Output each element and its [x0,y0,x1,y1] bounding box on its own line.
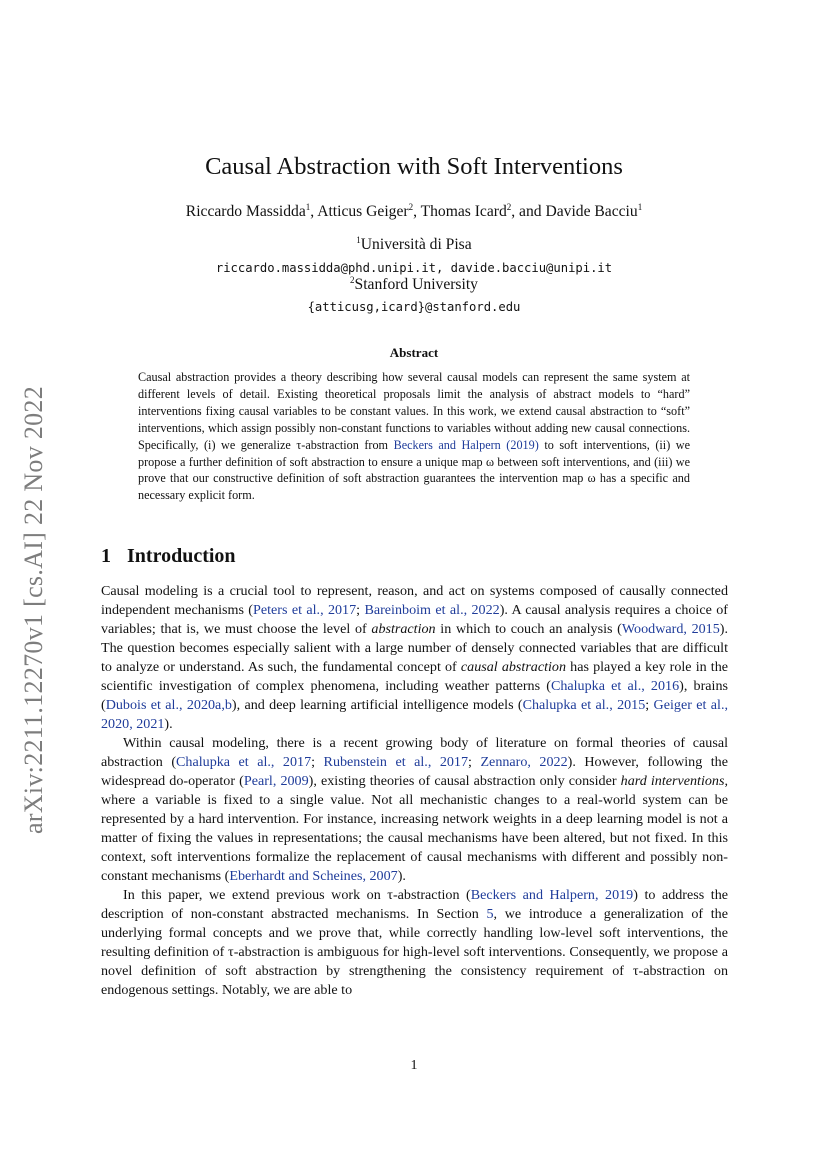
citation-link[interactable]: Chalupka et al., 2017 [176,754,312,770]
text-run: ; [356,602,365,618]
text-run: Causal modeling is a crucial tool to represent, reason, and act on systems composed of causally connected independent mechanisms ( [101,583,728,618]
citation-link[interactable]: Beckers and Halpern (2019) [393,437,539,452]
affiliation-name: Università di Pisa [360,236,472,253]
text-run: ). [397,868,406,884]
author-name: Thomas Icard [420,203,507,220]
text-run: Within causal modeling, there is a recent growing body of literature on formal theories of causal abstraction ( [101,735,728,770]
citation-link[interactable]: Woodward, 2015 [621,621,720,637]
author-name: Riccardo Massidda [185,203,306,220]
affiliation-marker: 2 [408,201,414,212]
citation-link[interactable]: Beckers and Halpern, 2019 [470,887,634,903]
citation-link[interactable]: Eberhardt and Scheines, 2007 [229,868,398,884]
text-run: ) to address the description of non-constant abstracted mechanisms. In Section [101,887,728,922]
text-run: In this paper, we extend previous work on τ-abstraction ( [123,887,471,903]
citation-link[interactable]: Dubois et al., 2020a,b [105,697,232,713]
emphasis: causal abstraction [460,659,567,675]
citation-link[interactable]: Bareinboim et al., 2022 [364,602,500,618]
page-number: 1 [410,1058,418,1073]
text-run: , we introduce a generalization of the underlying formal concepts and we prove that, while correctly handling low-level soft interventions, the resulting definition of τ-abstraction is ambiguous for high-level soft interventions. Consequently, we propose a novel definition of soft abstraction by strengthening the consistency requirement of τ-abstraction on endogenous settings. Notably, we are able to [101,906,728,998]
citation-link[interactable]: Chalupka et al., 2016 [550,678,680,694]
affiliation-name: Stanford University [354,276,478,293]
text-run: has played a key role in the scientific investigation of complex phenomena, including weather patterns ( [101,659,729,694]
citation-link[interactable]: Zennaro, 2022 [480,754,568,770]
email-line-2: {atticusg,icard}@stanford.edu [307,300,521,314]
text-run: ). A causal analysis requires a choice of variables; that is, we must choose the level of [101,602,728,637]
author-name: Atticus Geiger [317,203,409,220]
text-run: ). However, following the widespread do-operator ( [101,754,728,789]
affiliation-2 [0,276,828,294]
section-number: 1 [101,545,111,567]
section-heading [101,545,236,568]
text-run: ), and deep learning artificial intelligence models ( [231,697,523,713]
affiliation-marker: 1 [305,201,311,212]
section-reference-link[interactable]: 5 [486,906,494,922]
citation-link[interactable]: Chalupka et al., 2015 [522,697,646,713]
abstract-text-run: Causal abstraction provides a theory describing how several causal models can represent the same system at different levels of detail. Existing theoretical proposals limit the analysis of abstract models to “hard” interventions fixing causal variables to be constant values. In this work, we extend causal abstraction to “soft” interventions, which assign possibly non-constant functions to variables without adding new causal connections. Specifically, (i) we generalize τ-abstraction from [138,370,690,452]
affiliation-marker: 2 [506,201,512,212]
arxiv-identifier-text: arXiv:2211.12270v1 [cs.AI] 22 Nov 2022 [19,385,49,835]
affiliation-marker: 2 [350,274,355,285]
citation-link[interactable]: Peters et al., 2017 [253,602,357,618]
abstract-text-run: to soft interventions, (ii) we propose a further definition of soft abstraction to ensure a unique map ω between soft interventions, and (iii) we prove that our constructive definition of soft abstraction guarantees the intervention map ω has a specific and necessary explicit form. [138,437,691,503]
paragraph [101,886,728,1000]
paper-title: Causal Abstraction with Soft Interventions [205,153,623,180]
paragraph [101,582,728,734]
text-run: , where a variable is fixed to a single value. Not all mechanistic changes to a real-world system can be represented by a hard intervention. For instance, increasing network weights in a deep learning model is not a matter of fixing the values in representations; the causal mechanisms have been altered, but not fixed. In this context, soft interventions formalize the replacement of causal mechanisms with different and possibly non-constant mechanisms ( [101,773,728,884]
affiliation-marker: 1 [637,201,643,212]
text-run: ; [645,697,654,713]
text-run: ). The question becomes especially salient with a large number of densely connected variables that are difficult to analyze or understand. As such, the fundamental concept of [101,621,728,675]
abstract-heading: Abstract [389,345,439,360]
author-name: Davide Bacciu [545,203,638,220]
author-list: Riccardo Massidda$^1$, Atticus Geiger$^2$, Thomas Icard$^2$, and Davide Bacciu$^1$ [185,201,643,220]
text-run: ), existing theories of causal abstraction only consider [308,773,621,789]
affiliation-1 [0,236,828,254]
section-title: Introduction [127,545,236,567]
citation-link[interactable]: Pearl, 2009 [243,773,309,789]
email-line-1: riccardo.massidda@phd.unipi.it, davide.bacciu@unipi.it [215,261,613,275]
arxiv-identifier [14,360,54,860]
text-run: in which to couch an analysis ( [435,621,622,637]
text-run: ; [468,754,481,770]
body-text [101,582,728,1000]
text-run: ), brains ( [101,678,728,713]
citation-link[interactable]: Rubenstein et al., 2017 [323,754,469,770]
emphasis: abstraction [371,621,436,637]
abstract-text [138,369,690,504]
emphasis: hard interventions [620,773,725,789]
citation-link[interactable]: Geiger et al., 2020, 2021 [101,697,728,732]
affiliation-marker: 1 [356,234,361,245]
text-run: ; [311,754,324,770]
text-run: ). [164,716,173,732]
paragraph [101,734,728,886]
